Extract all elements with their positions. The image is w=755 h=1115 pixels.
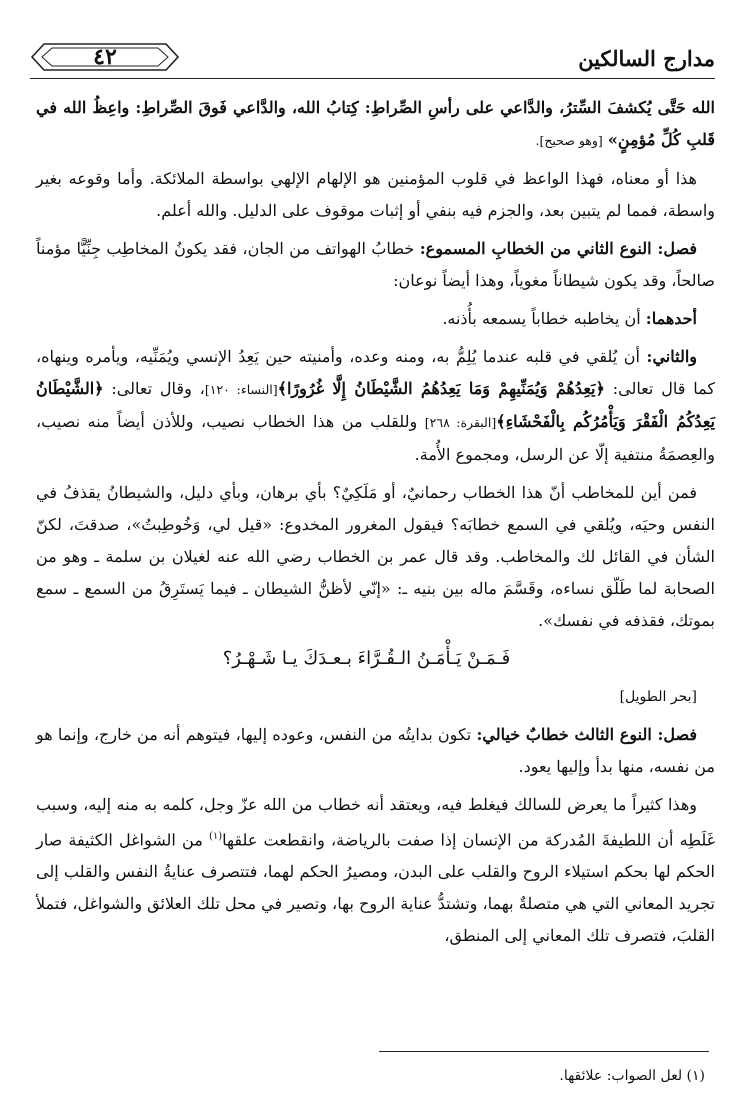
verse-reference: [البقرة: ٢٦٨] xyxy=(424,415,497,430)
paragraph-text: تكون بدايتُه من النفس، وعوده إليها، فيتوهم أنه من خارج، وإنما هو من نفسه، منها بدأ وإليها يعود. xyxy=(36,725,715,776)
quran-verse: ﴿يَعِدُهُمْ وَيُمَنِّيهِمْ وَمَا يَعِدُهُمُ الشَّيْطَانُ إِلَّا غُرُورًا﴾ xyxy=(277,379,605,398)
paragraph-7 xyxy=(36,719,715,783)
item-heading: والثاني: xyxy=(646,347,697,366)
paragraph-8 xyxy=(36,789,715,952)
grading-note: [وهو صحيح]. xyxy=(535,133,603,148)
section-heading: فصل: النوع الثاني من الخطابِ المسموع: xyxy=(419,239,698,258)
paragraph-text: وهذا كثيراً ما يعرض للسالك فيغلط فيه، ويعتقد أنه خطاب من الله عزّ وجل، كلمه به منه إليه، وسبب غَلَطِه أن اللطيفةَ المُدركة من الإنسان إذا صفت بالرياضة، وانقطعت علقها xyxy=(36,795,716,850)
item-heading: أحدهما: xyxy=(645,309,697,328)
footnote: (١) لعل الصواب: علائقها. xyxy=(559,1068,705,1084)
page-body xyxy=(36,92,715,958)
poetic-meter-label: [بحر الطويل] xyxy=(619,689,697,705)
paragraph-text: أن يُلقي في قلبه عندما يُلِمُّ به، ومنه وعده، وأمنيته حين يَعِدُ الإنسي ويُمَنِّيه، ويأمره وينهاه، كما قال تعالى: xyxy=(36,347,716,398)
paragraph-text: ، وقال تعالى: xyxy=(103,379,205,398)
verse-reference: [النساء: ١٢٠] xyxy=(204,382,278,397)
paragraph-6: فمن أين للمخاطب أنّ هذا الخطاب رحمانيٌ، أو مَلَكِيٌ؟ بأي برهان، وبأي دليل، والشيطانُ يقذفُ في النفس وحيَه، ويُلقي في السمع خطابَه؟ فيقول المغرور المخدوع: «قيل لي، وَخُوطِبتُ»، صدقتَ، لكنّ الشأن في القائل لك والمخاطب. وقد قال عمر بن الخطاب رضي الله عنه لغيلان بن سلمة ـ وهو من الصحابة لما طَلّق نساءه، وقَسَّمَ ماله بين بنيه ـ: «إنّي لأظنُّ الشيطان ـ فيما يَستَرِقُ من السمع ـ سمع بموتك، فقذفه في نفسك». xyxy=(36,483,716,630)
section-heading: فصل: النوع الثالث خطابٌ خيالي: xyxy=(476,725,698,744)
footnote-marker[interactable]: (١) xyxy=(208,831,223,842)
paragraph-text: أن يخاطبه خطاباً يسمعه بأُذنه. xyxy=(442,309,646,328)
quran-verse: ﴿الشَّيْطَانُ يَعِدُكُمُ الْفَقْرَ وَيَأْمُرُكُم بِالْفَحْشَاءِ﴾ xyxy=(36,379,715,431)
hadith-text: الله حَتَّى يُكشفَ السِّترُ، والدَّاعي على رأسِ الصِّراطِ: كِتابُ الله، والدَّاعي فَوقَ الصِّراطِ: واعِظُ الله في قَلبِ كُلِّ مُؤمِنٍ» xyxy=(36,98,715,149)
page-header xyxy=(30,40,715,79)
footnote-separator xyxy=(379,1051,709,1052)
poetry-verse: فَـمَـنْ يَـأْمَـنُ الـقُـرَّاءَ بـعـدَكَ يـا شَـهْـرُ؟ xyxy=(222,648,511,669)
paragraph-3 xyxy=(36,233,715,297)
page-title: مدارج السالكين xyxy=(578,46,715,71)
paragraph-1 xyxy=(36,92,715,157)
page-number: ٤٢ xyxy=(93,44,117,70)
paragraph-5 xyxy=(36,341,715,471)
page-number-frame xyxy=(30,42,180,72)
paragraph-text: خطابُ الهواتف من الجان، فقد يكونُ المخاطِب جِنِّيًّا مؤمناً صالحاً، وقد يكون شيطاناً مغوياً، وهذا أيضاً نوعان: xyxy=(36,239,715,290)
paragraph-text: وللقلب من هذا الخطاب نصيب، وللأذن أيضاً منه نصيب، والعِصمَةُ منتفية إلّا عن الرسل، ومجموع الأُمة. xyxy=(36,412,715,464)
paragraph-2: هذا أو معناه، فهذا الواعظ في قلوب المؤمنين هو الإلهام الإلهي بواسطة الملائكة. وأما وقوعه بغير واسطة، فمما لم يتبين بعد، والجزم فيه بنفي أو إثبات موقوف على الدليل. والله أعلم. xyxy=(36,169,715,220)
paragraph-text: من الشواغل الكثيفة صار الحكم لها بحكم استيلاء الروح والقلب على البدن، ومصيرُ الحكم لهما، فتتصرف عنايةُ النفس والقلب إلى تجريد المعاني التي هي متصلةٌ بهما، وتشتدُّ عناية الروح بها، وتصير في محل تلك العلائق والشواغل، فتملأ القلبَ، فتصرف تلك المعاني إلى المنطق، xyxy=(36,830,716,946)
paragraph-4 xyxy=(36,303,715,335)
